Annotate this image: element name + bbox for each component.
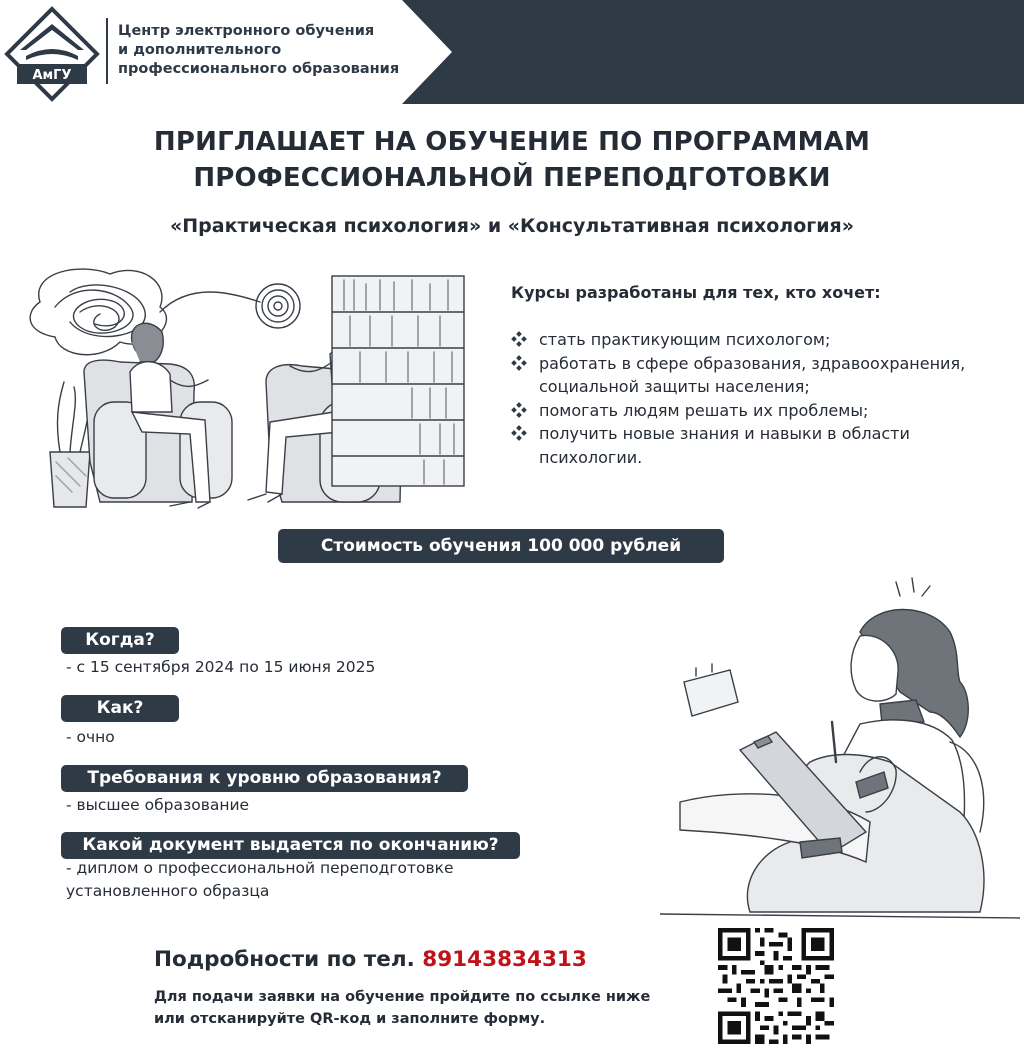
audience-list (511, 328, 981, 469)
apply-line: Для подачи заявки на обучение пройдите по ссылке ниже (154, 989, 651, 1005)
answer-when: - с 15 сентября 2024 по 15 июня 2025 (66, 658, 376, 676)
org-name-line: Центр электронного обучения (118, 23, 375, 39)
cost-banner: Стоимость обучения 100 000 рублей (278, 529, 724, 563)
list-item (511, 352, 981, 399)
logo-divider (106, 18, 108, 84)
woman-with-clipboard-illustration (660, 572, 1020, 922)
amgu-logo-icon (4, 6, 100, 102)
svg-text:АмГУ: АмГУ (32, 68, 72, 83)
question-when: Когда? (61, 627, 179, 654)
list-item-text: помогать людям решать их проблемы; (539, 400, 869, 420)
contact-line (154, 945, 587, 975)
question-how: Как? (61, 695, 179, 722)
diamond-bullet-icon (511, 355, 527, 371)
list-item-text: получить новые знания и навыки в области психологии. (539, 424, 910, 467)
apply-line: или отсканируйте QR-код и заполните форму. (154, 1011, 546, 1027)
org-name (118, 22, 438, 79)
list-item (511, 328, 981, 352)
list-item-text: стать практикующим психологом; (539, 330, 831, 349)
answer-education: - высшее образование (66, 796, 250, 814)
phone-number[interactable]: 89143834313 (422, 947, 587, 972)
diamond-bullet-icon (511, 402, 527, 418)
list-item-text: работать в сфере образования, здравоохранения, социальной защиты населения; (539, 353, 966, 396)
audience-heading: Курсы разработаны для тех, кто хочет: (511, 283, 881, 302)
list-item (511, 422, 981, 469)
headline-line: ПРИГЛАШАЕТ НА ОБУЧЕНИЕ ПО ПРОГРАММАМ (153, 127, 871, 157)
qr-code-icon[interactable] (718, 928, 834, 1044)
answer-how: - очно (66, 728, 115, 746)
org-name-line: профессионального образования (118, 61, 400, 77)
header-band (378, 0, 1024, 104)
org-name-line: и дополнительного (118, 42, 282, 58)
question-document: Какой документ выдается по окончанию? (61, 832, 520, 859)
question-education: Требования к уровню образования? (61, 765, 468, 792)
list-item (511, 399, 981, 423)
apply-instructions (154, 986, 714, 1030)
answer-document-line: установленного образца (66, 882, 270, 900)
therapy-session-illustration (20, 262, 480, 512)
diamond-bullet-icon (511, 425, 527, 441)
contact-label: Подробности по тел. (154, 947, 415, 972)
headline-line: ПРОФЕССИОНАЛЬНОЙ ПЕРЕПОДГОТОВКИ (193, 163, 831, 193)
answer-document-line: - диплом о профессиональной переподготовке (66, 859, 454, 877)
program-names: «Практическая психология» и «Консультативная психология» (170, 215, 854, 237)
diamond-bullet-icon (511, 331, 527, 347)
headline (0, 124, 1024, 196)
